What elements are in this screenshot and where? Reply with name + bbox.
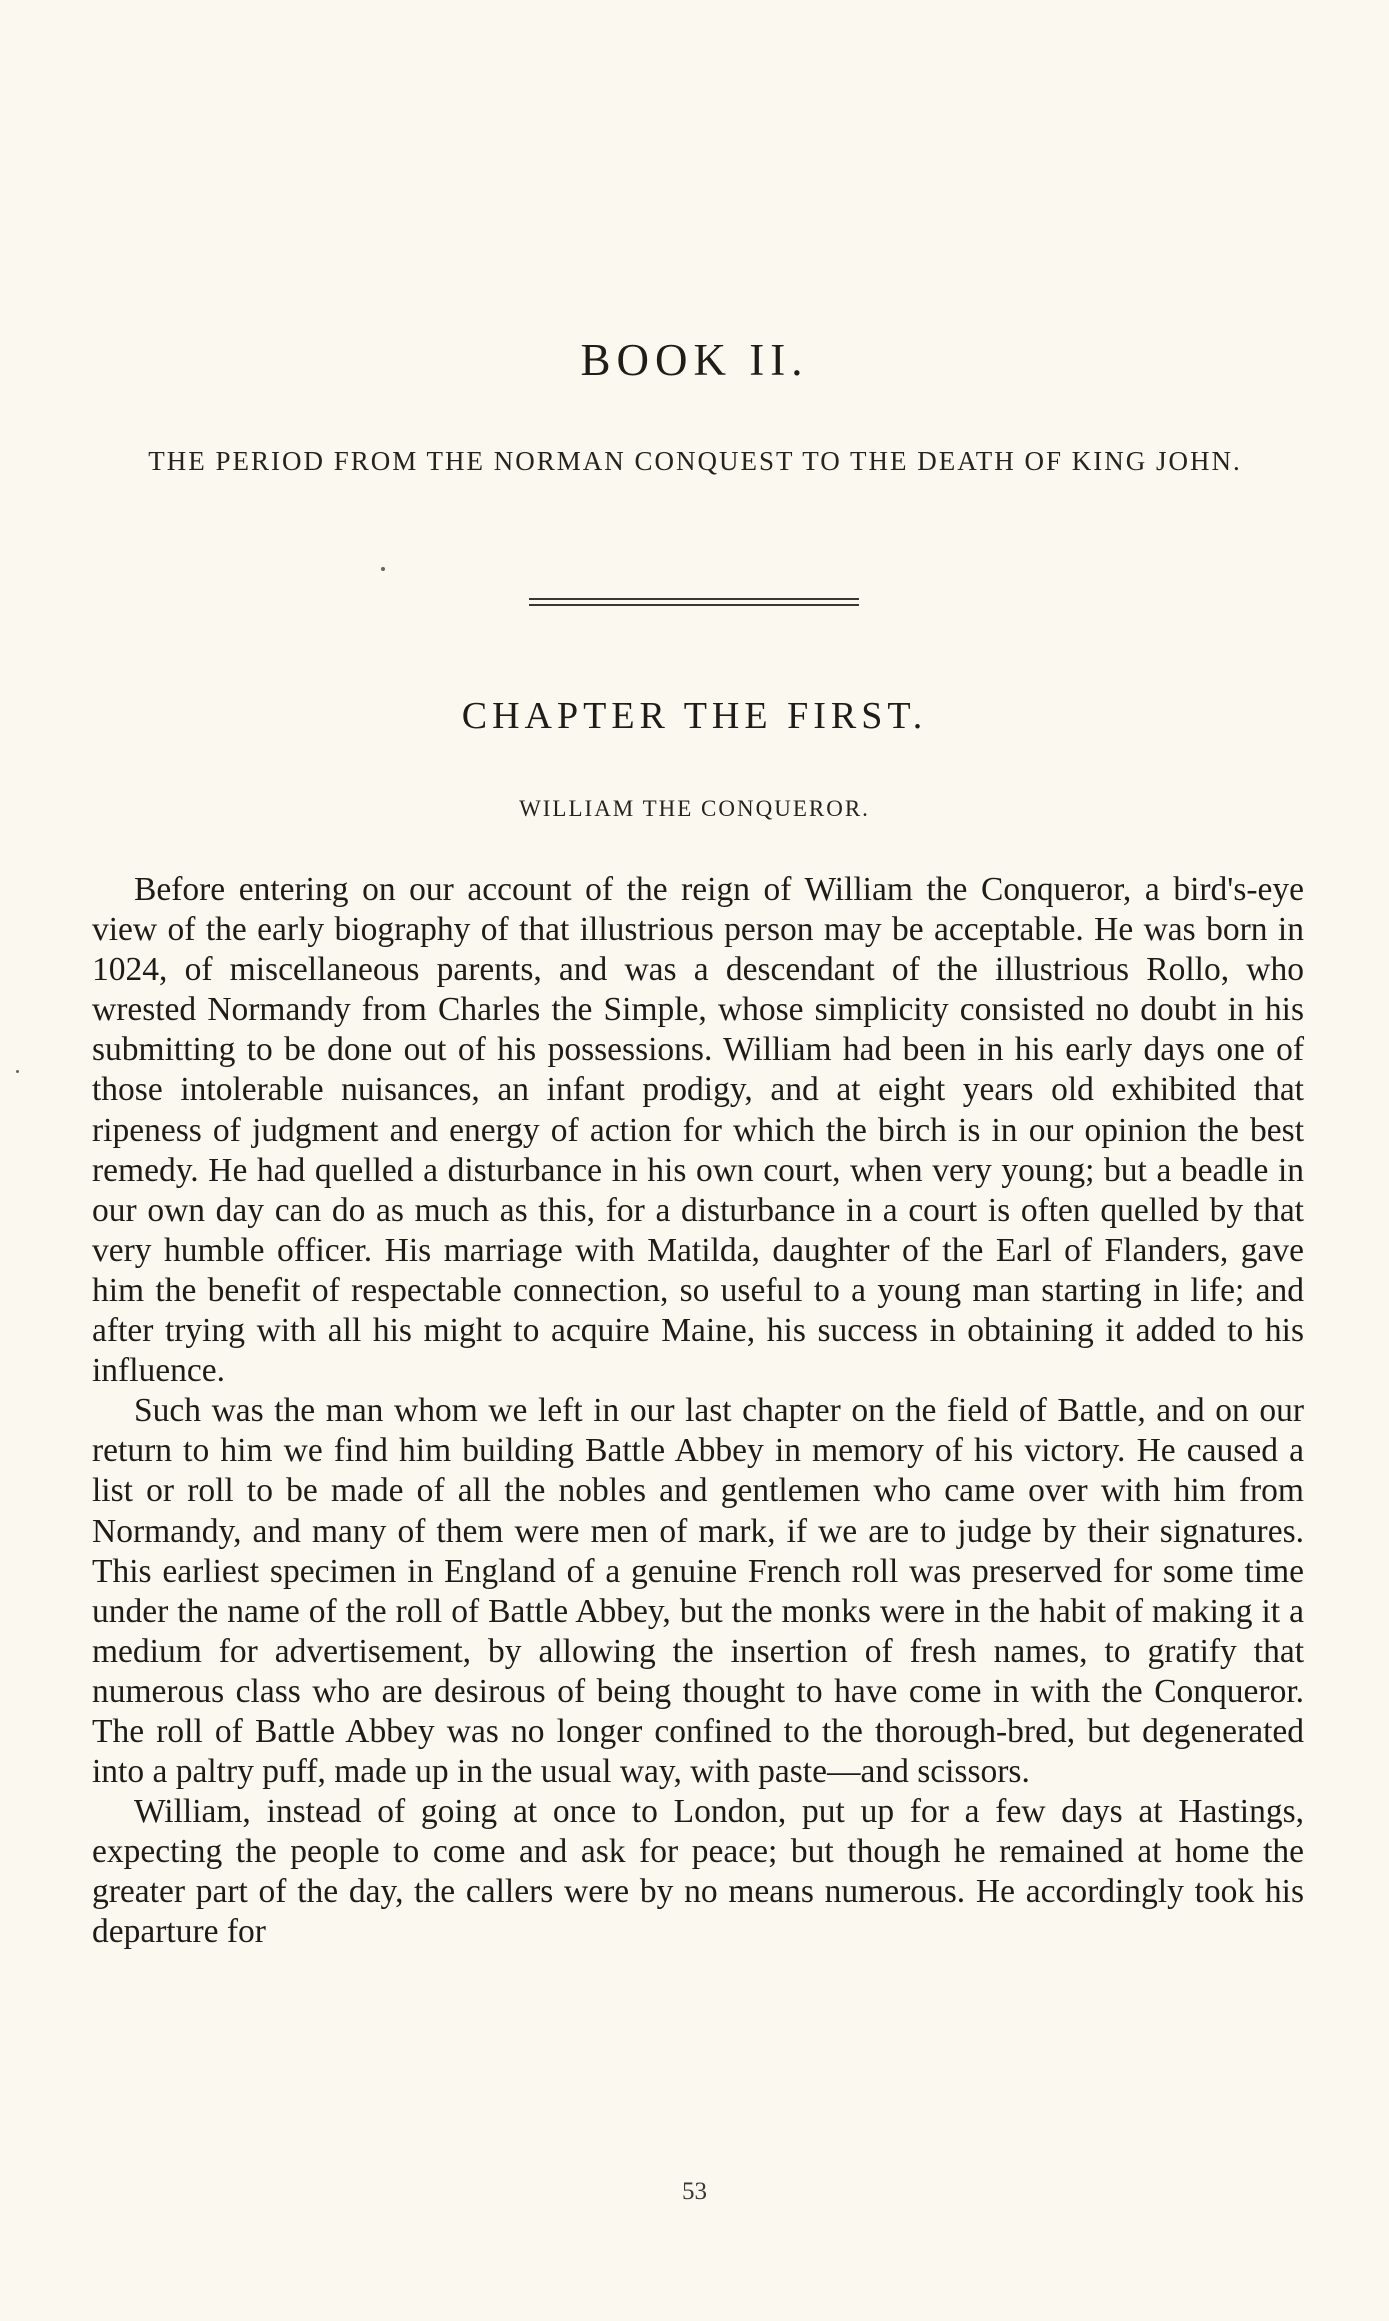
page-number: 53 [682,2178,707,2205]
chapter-subtitle: WILLIAM THE CONQUEROR. [519,796,870,821]
book-period-heading: THE PERIOD FROM THE NORMAN CONQUEST TO THE DEATH OF KING JOHN. [148,446,1242,476]
paper-speck [381,567,385,571]
body-text [92,870,1304,1953]
chapter-title: CHAPTER THE FIRST. [461,695,928,737]
paragraph-1: Before entering on our account of the reign of William the Conqueror, a bird's-eye view of the early biography of that illustrious person may be acceptable. He was born in 1024, of miscellaneous parents, and was a descendant of the illustrious Rollo, who wrested Normandy from Charles the Simple, whose simplicity consisted no doubt in his submitting to be done out of his possessions. William had been in his early days one of those intolerable nuisances, an infant prodigy, and at eight years old exhibited that ripeness of judgment and energy of action for which the birch is in our opinion the best remedy. He had quelled a disturbance in his own court, when very young; but a beadle in our own day can do as much as this, for a disturbance in a court is often quelled by that very humble officer. His marriage with Matilda, daughter of the Earl of Flanders, gave him the benefit of respectable connection, so useful to a young man starting in life; and after trying with all his might to acquire Maine, his success in obtaining it added to his influence. [92,871,1304,1390]
double-rule-divider [529,598,859,608]
paragraph-3: William, instead of going at once to London, put up for a few days at Hastings, expecting the people to come and ask for peace; but though he remained at home the greater part of the day, the callers were by no means numerous. He accordingly took his departure for [92,1793,1304,1951]
paper-speck [16,1070,19,1073]
book-title: BOOK II. [580,335,809,385]
paragraph-2: Such was the man whom we left in our last chapter on the field of Battle, and on our return to him we find him building Battle Abbey in memory of his victory. He caused a list or roll to be made of all the nobles and gentlemen who came over with him from Normandy, and many of them were men of mark, if we are to judge by their signatures. This earliest specimen in England of a genuine French roll was preserved for some time under the name of the roll of Battle Abbey, but the monks were in the habit of making it a medium for advertisement, by allowing the insertion of fresh names, to gratify that numerous class who are desirous of being thought to have come in with the Conqueror. The roll of Battle Abbey was no longer confined to the thorough-bred, but degenerated into a paltry puff, made up in the usual way, with paste—and scissors. [92,1392,1304,1791]
